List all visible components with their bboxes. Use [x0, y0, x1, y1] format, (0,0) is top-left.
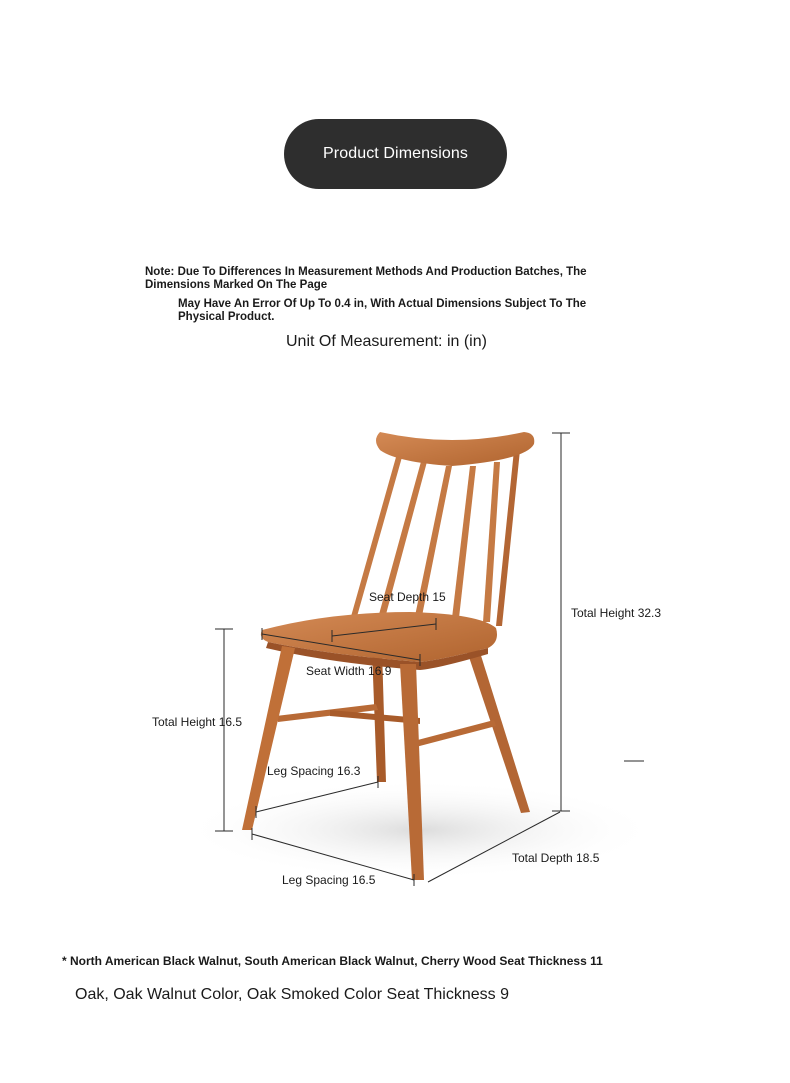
unit-of-measurement: Unit Of Measurement: in (in): [286, 333, 487, 350]
seat-depth-label: Seat Depth 15: [369, 590, 446, 604]
total-depth-label: Total Depth 18.5: [512, 851, 600, 865]
leg-spacing-back-label: Leg Spacing 16.3: [267, 764, 361, 778]
note-line-1: Note: Due To Differences In Measurement Methods And Production Batches, The Dimensions Marked On The Page: [145, 266, 587, 291]
total-height-seat-label: Total Height 16.5: [152, 715, 243, 729]
header-title: Product Dimensions: [323, 145, 468, 162]
leg-spacing-front-label: Leg Spacing 16.5: [282, 873, 376, 887]
total-height-chair-label: Total Height 32.3: [571, 606, 662, 620]
footer-note-1: * North American Black Walnut, South American Black Walnut, Cherry Wood Seat Thickness 11: [62, 954, 603, 968]
seat-width-label: Seat Width 16.9: [306, 664, 392, 678]
note-line-2: May Have An Error Of Up To 0.4 in, With Actual Dimensions Subject To The Physical Product.: [178, 298, 587, 323]
footer-note-2: Oak, Oak Walnut Color, Oak Smoked Color Seat Thickness 9: [75, 986, 509, 1003]
